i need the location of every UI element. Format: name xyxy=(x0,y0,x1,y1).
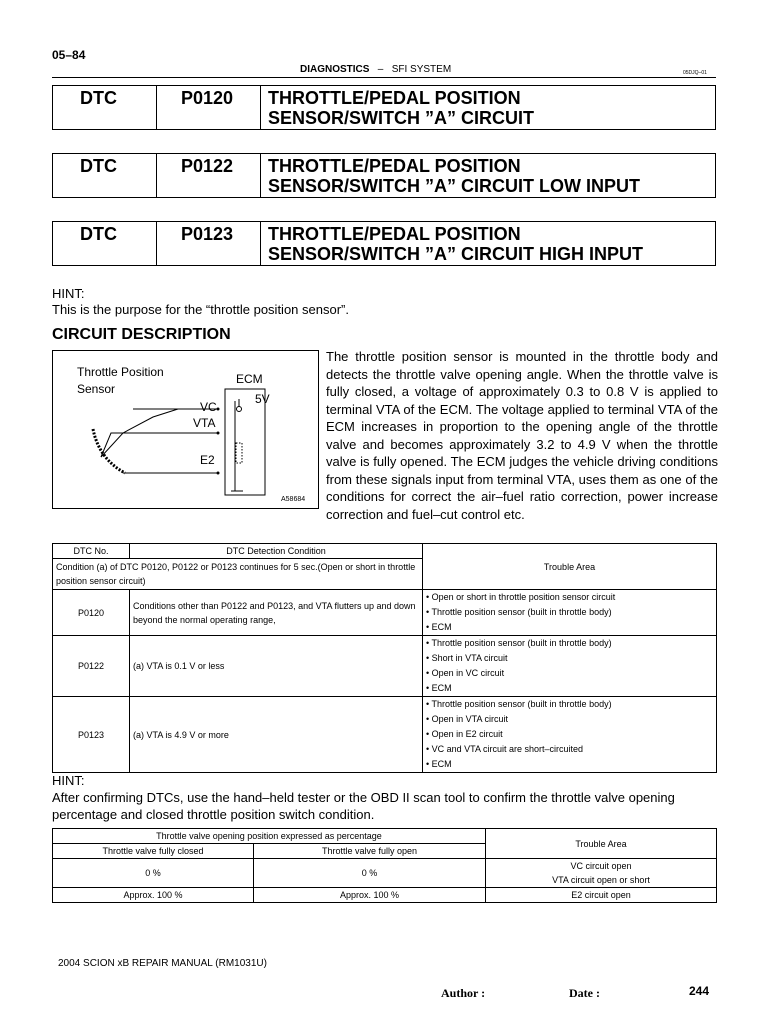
trouble-area-cell xyxy=(423,590,717,636)
author-label: Author : xyxy=(441,986,486,1000)
trouble-item: • ECM xyxy=(426,683,452,693)
trouble-item: • ECM xyxy=(426,622,452,632)
dtc-title-line: SENSOR/SWITCH ”A” CIRCUIT xyxy=(268,108,535,128)
hint-label: HINT: xyxy=(52,773,85,788)
circuit-diagram xyxy=(52,350,319,509)
header-condition: DTC Detection Condition xyxy=(130,544,423,559)
dtc-label: DTC xyxy=(53,86,157,129)
condition-cell: Conditions other than P0122 and P0123, and VTA flutters up and down beyond the normal operating range, xyxy=(130,590,423,636)
v5-terminal xyxy=(237,407,242,412)
vta-label: VTA xyxy=(193,416,216,430)
condition-cell: (a) VTA is 4.9 V or more xyxy=(130,697,423,773)
doc-code: 05DJQ–01 xyxy=(683,70,707,76)
dtc-code: P0120 xyxy=(157,86,261,129)
vc-label: VC xyxy=(200,400,217,414)
hint-label: HINT: xyxy=(52,286,85,301)
header-fully-closed: Throttle valve fully closed xyxy=(53,844,254,859)
condition-cell: (a) VTA is 0.1 V or less xyxy=(130,636,423,697)
hint-text: This is the purpose for the “throttle position sensor”. xyxy=(52,302,349,317)
dtc-label: DTC xyxy=(53,222,157,265)
trouble-item: • VC and VTA circuit are short–circuited xyxy=(426,744,584,754)
closed-cell: 0 % xyxy=(53,859,254,888)
table-header-row xyxy=(53,544,717,559)
trouble-item: • Throttle position sensor (built in throttle body) xyxy=(426,607,612,617)
header-dash: – xyxy=(377,64,384,75)
trouble-item: • Short in VTA circuit xyxy=(426,653,508,663)
hint-purpose xyxy=(52,286,349,318)
page-number: 244 xyxy=(689,984,710,998)
dtc-title-line: THROTTLE/PEDAL POSITION xyxy=(268,88,521,108)
trouble-item: • Throttle position sensor (built in throttle body) xyxy=(426,638,612,648)
trouble-item: • Open in VC circuit xyxy=(426,668,505,678)
trouble-item: • ECM xyxy=(426,759,452,769)
dtc-code-cell: P0120 xyxy=(53,590,130,636)
trouble-area-cell xyxy=(423,697,717,773)
header-rule xyxy=(52,77,716,78)
header-trouble-area: Trouble Area xyxy=(423,544,717,590)
dtc-title-line: THROTTLE/PEDAL POSITION xyxy=(268,224,521,244)
dtc-title xyxy=(261,86,715,129)
hint-confirm xyxy=(52,772,720,823)
table-row xyxy=(53,636,717,697)
table-header-row xyxy=(53,829,717,844)
dtc-code-cell: P0122 xyxy=(53,636,130,697)
trouble-item: VTA circuit open or short xyxy=(552,875,650,885)
v5-label: 5V xyxy=(255,392,270,406)
header-trouble-area: Trouble Area xyxy=(486,829,717,859)
trouble-item: • Open or short in throttle position sensor circuit xyxy=(426,592,616,602)
trouble-area-cell: E2 circuit open xyxy=(486,888,717,903)
trouble-area-cell xyxy=(423,636,717,697)
dtc-box-p0123 xyxy=(52,221,716,266)
sensor-label-2: Sensor xyxy=(77,382,116,396)
dtc-title-line: THROTTLE/PEDAL POSITION xyxy=(268,156,521,176)
sensor-label-1: Throttle Position xyxy=(77,365,164,379)
hint-text: After confirming DTCs, use the hand–held tester or the OBD II scan tool to confirm the throttle valve opening percentage and closed throttle position switch condition. xyxy=(52,790,675,822)
ecm-resistor xyxy=(236,443,242,463)
figure-id: A58684 xyxy=(281,496,306,503)
dtc-detection-table xyxy=(52,543,717,773)
throttle-opening-table xyxy=(52,828,717,903)
dtc-code: P0122 xyxy=(157,154,261,197)
header-opening: Throttle valve opening position expressed as percentage xyxy=(53,829,486,844)
table-row xyxy=(53,859,717,888)
common-condition: Condition (a) of DTC P0120, P0122 or P0123 continues for 5 sec.(Open or short in throttle position sensor circuit) xyxy=(53,559,423,590)
dtc-label: DTC xyxy=(53,154,157,197)
dtc-box-p0120 xyxy=(52,85,716,130)
dtc-code-cell: P0123 xyxy=(53,697,130,773)
e2-label: E2 xyxy=(200,453,215,467)
header-fully-open: Throttle valve fully open xyxy=(254,844,486,859)
dtc-code: P0123 xyxy=(157,222,261,265)
manual-footer: 2004 SCION xB REPAIR MANUAL (RM1031U) xyxy=(58,958,267,969)
dtc-title-line: SENSOR/SWITCH ”A” CIRCUIT LOW INPUT xyxy=(268,176,640,196)
open-cell: 0 % xyxy=(254,859,486,888)
closed-cell: Approx. 100 % xyxy=(53,888,254,903)
table-row xyxy=(53,697,717,773)
table-row xyxy=(53,888,717,903)
page-code: 05–84 xyxy=(52,48,86,62)
dtc-box-p0122 xyxy=(52,153,716,198)
dtc-title xyxy=(261,154,715,197)
dtc-title xyxy=(261,222,715,265)
dtc-title-line: SENSOR/SWITCH ”A” CIRCUIT HIGH INPUT xyxy=(268,244,644,264)
circuit-description: The throttle position sensor is mounted in the throttle body and detects the throttle valve opening angle. When the throttle valve is fully closed, a voltage of approximately 0.3 to 0.8 V is applied to terminal VTA of the ECM. The voltage applied to terminal VTA of the ECM increases in proportion to the opening angle of the throttle valve and becomes approximately 3.2 to 4.9 V when the throttle valve is fully opened. The ECM judges the vehicle driving conditions from these signals input from terminal VTA, uses them as one of the conditions for correct the air–fuel ratio correction, power increase correction and fuel–cut control etc. xyxy=(326,349,718,522)
open-cell: Approx. 100 % xyxy=(254,888,486,903)
section-title: CIRCUIT DESCRIPTION xyxy=(52,326,231,343)
date-label: Date : xyxy=(569,986,600,1000)
section-name: DIAGNOSTICS xyxy=(300,64,370,75)
header-dtc-no: DTC No. xyxy=(53,544,130,559)
table-row xyxy=(53,590,717,636)
trouble-item: • Open in VTA circuit xyxy=(426,714,509,724)
trouble-item: VC circuit open xyxy=(570,861,632,871)
system-name: SFI SYSTEM xyxy=(391,64,452,75)
trouble-area-cell xyxy=(486,859,717,888)
trouble-item: • Open in E2 circuit xyxy=(426,729,503,739)
running-header xyxy=(300,64,451,75)
ecm-label: ECM xyxy=(236,372,263,386)
trouble-item: • Throttle position sensor (built in throttle body) xyxy=(426,699,612,709)
